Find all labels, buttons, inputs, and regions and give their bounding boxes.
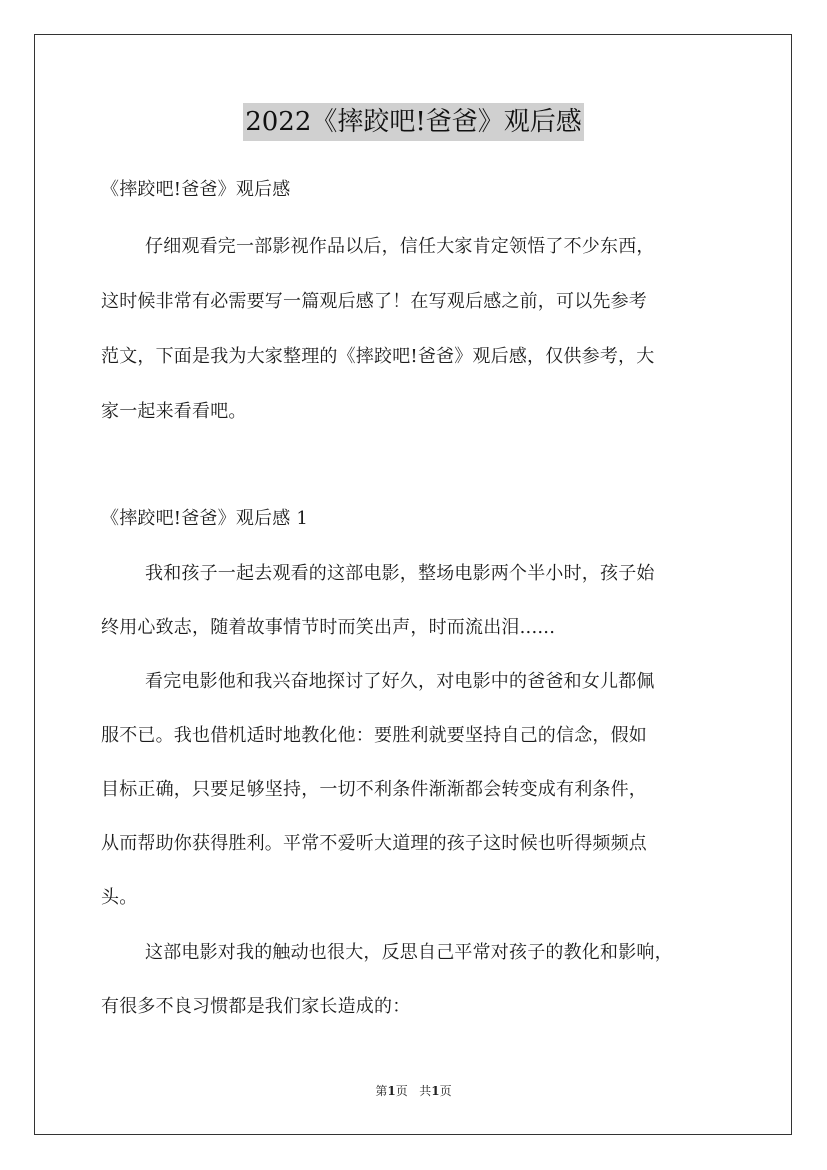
intro-line-3: 范文，下面是我为大家整理的《摔跤吧!爸爸》观后感，仅供参考，大 <box>101 346 655 367</box>
total-label: 共 <box>419 1084 432 1098</box>
para2-line-2: 服不已。我也借机适时地教化他：要胜利就要坚持自己的信念，假如 <box>101 725 647 746</box>
para1-line-1: 我和孩子一起去观看的这部电影，整场电影两个半小时，孩子始 <box>145 563 655 584</box>
para2-line-3: 目标正确，只要足够坚持，一切不利条件渐渐都会转变成有利条件， <box>101 779 647 800</box>
page-unit: 页 <box>395 1084 408 1098</box>
para2-line-1: 看完电影他和我兴奋地探讨了好久，对电影中的爸爸和女儿都佩 <box>145 671 655 692</box>
title-container <box>0 103 827 141</box>
document-title: 2022《摔跤吧!爸爸》观后感 <box>243 103 584 141</box>
page-label: 第 <box>375 1084 388 1098</box>
section-heading: 《摔跤吧!爸爸》观后感 1 <box>101 508 309 529</box>
para2-line-4: 从而帮助你获得胜利。平常不爱听大道理的孩子这时候也听得频频点 <box>101 833 647 854</box>
intro-line-1: 仔细观看完一部影视作品以后，信任大家肯定领悟了不少东西， <box>145 236 655 257</box>
para3-line-2: 有很多不良习惯都是我们家长造成的： <box>101 996 411 1017</box>
subtitle: 《摔跤吧!爸爸》观后感 <box>101 179 291 200</box>
para1-line-2: 终用心致志，随着故事情节时而笑出声，时而流出泪...... <box>101 617 556 638</box>
intro-line-2: 这时候非常有必需要写一篇观后感了！在写观后感之前，可以先参考 <box>101 291 647 312</box>
total-unit: 页 <box>439 1084 452 1098</box>
para2-line-5: 头。 <box>101 887 138 908</box>
total-pages: 1 <box>431 1084 440 1098</box>
page-number: 1 <box>387 1084 396 1098</box>
para3-line-1: 这部电影对我的触动也很大，反思自己平常对孩子的教化和影响， <box>145 942 673 963</box>
intro-line-4: 家一起来看看吧。 <box>101 401 247 422</box>
page-footer <box>0 1082 827 1100</box>
